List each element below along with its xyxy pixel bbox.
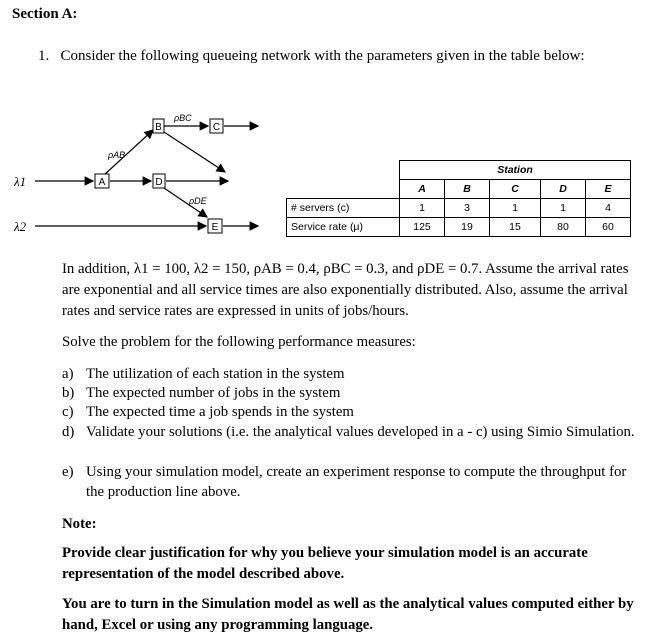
note-paragraph-2: You are to turn in the Simulation model as well as the analytical values computed either by hand, Excel or using any programming language. [62,596,634,633]
item-text: The expected number of jobs in the system [86,385,341,401]
item-text: The utilization of each station in the system [86,366,345,382]
note-paragraph-1: Provide clear justification for why you believe your simulation model is an accurate representation of the model described above. [62,545,588,582]
list-item [62,463,642,502]
item-text: The expected time a job spends in the system [86,404,354,420]
row-label-servers: # servers (c) [287,199,400,218]
arrival-label-1: λ1 [14,174,27,189]
item-key: a) [62,366,74,382]
question-1 [38,48,585,65]
item-key: b) [62,385,75,401]
cell: 3 [445,199,490,218]
arrival-label-2: λ2 [14,219,27,234]
queueing-network-diagram [0,100,290,240]
station-a-label: A [98,177,106,188]
table-header-c: C [490,180,541,199]
cell: 80 [541,218,586,237]
intro-paragraph: In addition, λ1 = 100, λ2 = 150, ρAB = 0.4, ρBC = 0.3, and ρDE = 0.7. Assume the arrival rates are exponential and all service times are also exponentially distributed. Also, assume the arrival rates and service rates are expressed in units of jobs/hours. [62,261,629,319]
item-text: Using your simulation model, create an experiment response to compute the throughput for the production line above. [86,464,627,500]
list-item [62,365,642,385]
station-b-label: B [155,122,162,133]
cell: 125 [400,218,445,237]
routing-label-bc: ρBC [174,113,192,123]
routing-label-de: ρDE [189,196,207,206]
station-d-label: D [155,177,163,188]
item-key: d) [62,424,75,440]
routing-label-ab: ρAB [108,150,126,160]
cell: 60 [586,218,631,237]
cell: 1 [400,199,445,218]
list-item [62,423,642,443]
item-key: c) [62,404,74,420]
table-row [287,218,631,237]
question-number: 1. [38,48,50,64]
table-group-header: Station [400,161,631,180]
table-header-e: E [586,180,631,199]
cell: 4 [586,199,631,218]
row-label-service-rate: Service rate (μ) [287,218,400,237]
table-header-d: D [541,180,586,199]
item-text: Validate your solutions (i.e. the analytical values developed in a - c) using Simio Simulation. [86,424,635,440]
note-label: Note: [62,516,97,532]
table-header-a: A [400,180,445,199]
solve-line: Solve the problem for the following performance measures: [62,334,416,350]
list-item [62,403,642,423]
table-row [287,199,631,218]
cell: 1 [541,199,586,218]
cell: 1 [490,199,541,218]
table-header-b: B [445,180,490,199]
station-parameters-table [286,160,631,237]
cell: 19 [445,218,490,237]
station-c-label: C [212,122,221,133]
cell: 15 [490,218,541,237]
section-title: Section A: [12,6,78,22]
station-e-label: E [211,222,219,233]
item-key: e) [62,464,74,480]
question-text: Consider the following queueing network with the parameters given in the table below: [60,48,585,64]
list-item [62,384,642,404]
